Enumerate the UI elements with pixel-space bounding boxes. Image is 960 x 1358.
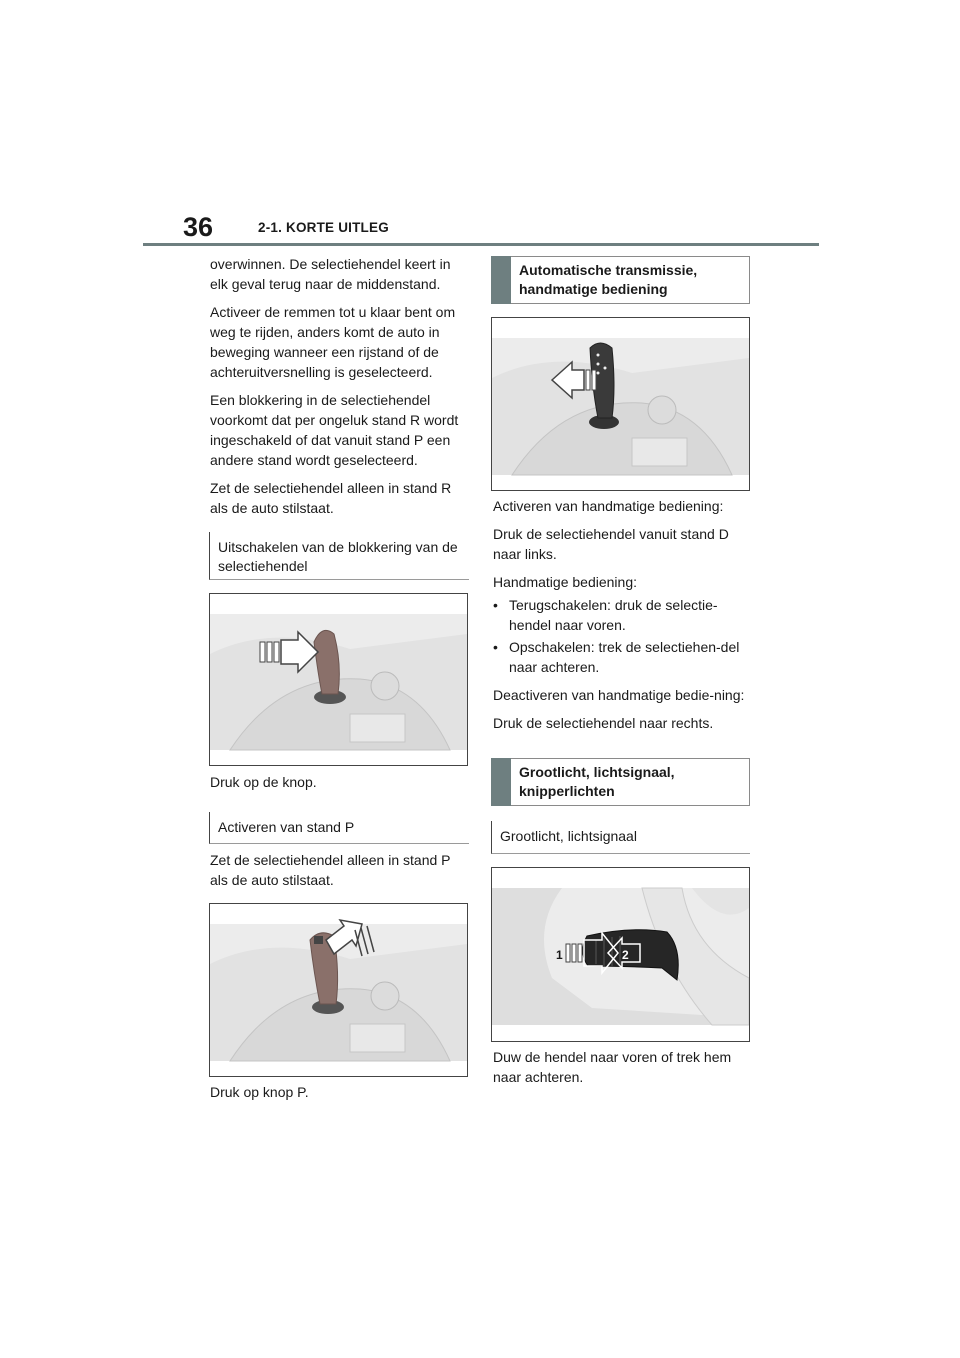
stalk-label-2: 2 [622, 948, 629, 962]
header-divider [143, 243, 819, 246]
figure-manual-mode [491, 317, 750, 491]
box-heading-title: Grootlicht, lichtsignaal, knipperlichten [519, 764, 675, 799]
figure-light-stalk [491, 867, 750, 1042]
paragraph: Handmatige bediening: [493, 574, 637, 590]
box-heading-lights [491, 758, 750, 806]
caption: Druk op de knop. [210, 774, 317, 790]
section-heading-unlock: Uitschakelen van de blokkering van de selectiehendel [209, 532, 469, 580]
list-item [493, 595, 752, 635]
list-item [493, 637, 752, 677]
heading-accent-bar [491, 256, 511, 304]
left-column [207, 254, 469, 526]
paragraph: Activeren van handmatige bediening: [493, 498, 724, 514]
paragraph: Zet de selectiehendel alleen in stand R als de auto stilstaat. [210, 480, 452, 516]
heading-accent-bar [491, 758, 511, 806]
bullet-icon: • [493, 597, 498, 613]
paragraph: Deactiveren van handmatige bedie-ning: [493, 687, 745, 703]
paragraph: Druk de selectiehendel vanuit stand D naar links. [493, 526, 729, 562]
paragraph: Druk de selectiehendel naar rechts. [493, 715, 714, 731]
section-heading-highbeam: Grootlicht, lichtsignaal [491, 821, 750, 854]
list-item-text: Terugschakelen: druk de selectie-hendel naar voren. [509, 597, 718, 633]
figure-unlock-button [209, 593, 468, 766]
paragraph: Zet de selectiehendel alleen in stand P als de auto stilstaat. [210, 852, 451, 888]
caption: Druk op knop P. [210, 1084, 309, 1100]
figure-p-button [209, 903, 468, 1077]
paragraph: overwinnen. De selectiehendel keert in elk geval terug naar de middenstand. [210, 256, 451, 292]
paragraph: Activeer de remmen tot u klaar bent om weg te rijden, anders komt de auto in beweging wanneer een rijstand of de achteruitversnelling is geselecteerd. [210, 304, 456, 380]
box-heading-transmission [491, 256, 750, 304]
page-number: 36 [183, 212, 214, 242]
bullet-icon: • [493, 639, 498, 655]
chapter-title: 2-1. KORTE UITLEG [258, 220, 389, 235]
section-heading-park: Activeren van stand P [209, 812, 469, 844]
list-item-text: Opschakelen: trek de selectiehen-del naar achteren. [509, 639, 740, 675]
paragraph: Duw de hendel naar voren of trek hem naar achteren. [493, 1049, 732, 1085]
paragraph: Een blokkering in de selectiehendel voorkomt dat per ongeluk stand R wordt ingeschakeld of dat vanuit stand P een andere stand wordt geselecteerd. [210, 392, 459, 468]
stalk-label-1: 1 [556, 948, 563, 962]
box-heading-title: Automatische transmissie, handmatige bediening [519, 262, 698, 297]
